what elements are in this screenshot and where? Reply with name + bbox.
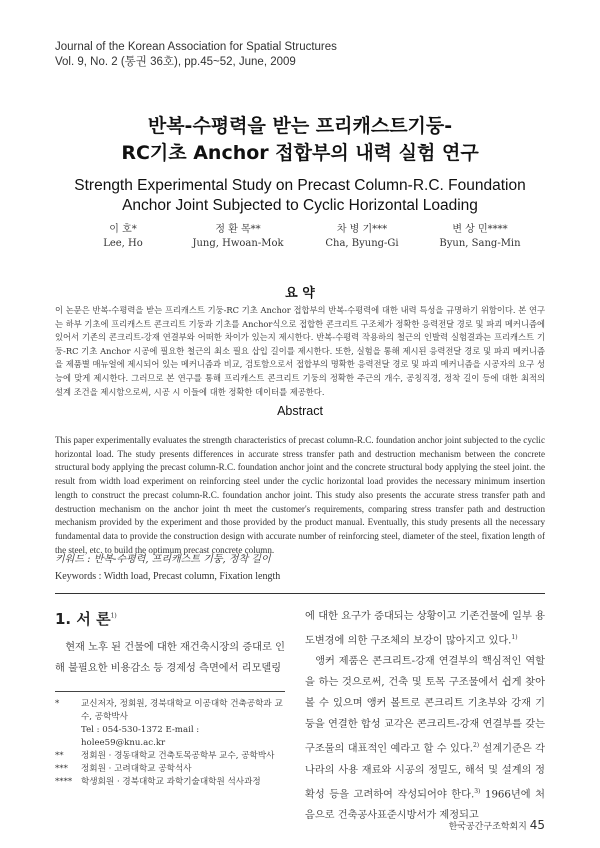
section-title: 1. 서 론 [55,610,111,628]
author [405,223,555,251]
author-name-en: Lee, Ho [103,238,143,249]
footnote [55,750,285,763]
author-name-en: Cha, Byung-Gi [325,238,399,249]
author-name-en: Jung, Hwoan-Mok [192,238,284,249]
footnote-ref: 2) [472,742,480,750]
paragraph-text: 설계기준은 각 나라의 사용 재료와 시공의 정밀도, 해석 및 설계의 정확성 등을 고려하여 작성되어야 한다. [305,743,546,801]
footnote-mark [55,724,81,750]
journal-volume: Vol. 9, No. 2 (통권 36호), pp.45~52, June, 2009 [55,56,296,68]
author-name-en: Byun, Sang-Min [439,238,521,249]
right-column [305,606,545,826]
keywords-en [55,568,280,585]
footnote-text: 정회원 · 경동대학교 건축토목공학부 교수, 공학박사 [81,751,275,761]
paragraph-text: 에 대한 요구가 증대되는 상황이고 기존건물에 일부 용도변경에 의한 구조체의 보강이 많아지고 있다. [305,611,545,647]
footnote-list [55,698,285,789]
footnote [55,763,285,776]
footnote-rule [55,691,285,692]
abstract-en-heading: Abstract [277,404,323,418]
footnote-ref: 1) [110,612,117,620]
footnote-text: 학생회원 · 경북대학교 과학기술대학원 석사과정 [81,777,261,787]
abstract-ko-heading: 요 약 [285,286,315,301]
author-name-ko: 변 상 민**** [452,224,508,235]
journal-name: Journal of the Korean Association for Spatial Structures [55,41,337,53]
footnote-text: 정회원 · 고려대학교 공학석사 [81,764,192,774]
footer-journal: 한국공간구조학회지 [448,822,527,832]
left-column [55,608,285,789]
title-korean-line1: 반복-수평력을 받는 프리캐스트기둥- [147,115,453,137]
keywords [55,551,280,585]
footnote-ref: 1) [511,634,518,641]
page-number: 45 [529,818,545,832]
footnote-mark: * [55,699,60,709]
abstract-ko-text: 이 논문은 반복-수평력을 받는 프리캐스트 기둥-RC 기초 Anchor 접합부의 반복-수평력에 대한 내력 특성을 규명하기 위함이다. 본 연구는 하부 기초에 프리캐스트 콘크리트 기둥과 기초를 Anchor식으로 접합한 콘크리트 구조체가 정확한 응력전달 경로 및 파괴 메커니즘에 있어서 기존의 콘크리트-강재 연결부와 어떠한 차이가 있는지 제시한다. 반복-수평력 작용하의 철근의 인발력 실험결과는 프리캐스트 기둥-RC 기초 Anchor 시공에 필요한 철근의 최소 필요 삽입 길이를 제시한다. 또한, 실험을 통해 제시된 응력전달 경로 및 파괴 메커니즘을 제품별 매뉴얼에 제시되어 있는 메커니즘과 비교, 검토함으로서 접합부의 명확한 응력전달 경로 및 파괴 메커니즘을 시공자의 요구 성능에 맞게 제시한다. 그러므로 본 연구를 통해 프리캐스트 콘크리트 기둥의 정확한 주근의 개수, 공칭직경, 정착 길이 등에 대한 최적의 설계 조건을 제시함으로써, 시공 시 이들에 대한 정확한 데이터를 제공한다. [55,305,545,397]
footnote [55,698,285,724]
title-english [0,176,600,216]
section-body [305,606,545,651]
keywords-en-values: : Width load, Precast column, Fixation length [96,571,281,582]
title-english-line2: Anchor Joint Subjected to Cyclic Horizontal Loading [122,197,478,214]
title-korean [0,113,600,167]
title-korean-line2: RC기초 Anchor 접합부의 내력 실험 연구 [121,142,479,164]
footnote-ref: 3) [474,787,481,795]
section-heading [55,608,285,629]
author-name-ko: 정 환 목** [215,224,261,235]
title-english-line1: Strength Experimental Study on Precast Column-R.C. Foundation [74,177,526,194]
footnote-mark: ** [55,751,64,761]
page-footer [449,818,545,832]
journal-header [55,40,337,70]
author-name-ko: 차 병 기*** [336,224,388,235]
footnote-mark: *** [55,764,68,774]
author-name-ko: 이 호* [109,224,137,235]
paragraph-text: 앵커 제품은 콘크리트-강재 연결부의 핵심적인 역할을 하는 것으로써, 건축 및 토목 구조물에서 쉽게 찾아볼 수 있으며 앵커 볼트로 콘크리트 기초부와 강재 기둥을 연결한 합성 교각은 콘크리트-강재 연결부를 갖는 구조물의 대표적인 예라고 할 수 있다. [305,656,545,755]
keywords-ko: 키워드 : 반복-수평력, 프리캐스트 기둥, 정착 길이 [55,554,271,565]
footnote [55,724,285,750]
paragraph-text: 1966년에 처음으로 건축공사표준시방서가 제정되고 [305,789,545,822]
section-body [305,651,545,826]
section-body: 현재 노후 된 건물에 대한 재건축시장의 증대로 인해 불필요한 비용감소 등 경제성 측면에서 리모델링 [55,642,285,674]
footnote-text: Tel : 054-530-1372 E-mail : holee59@knu.ac.kr [81,725,200,748]
footnote [55,776,285,789]
keywords-en-label: Keywords [55,571,97,582]
abstract-en-text: This paper experimentally evaluates the strength characteristics of precast column-R.C. foundation anchor joint subjected to the cyclic horizontal load. The study presents differences in accurate stress transfer path and destruction mechanism between the concrete structural body applying the precast column-R.C. foundation anchor joint and the concrete structural body applying the steel joint. the result from width load experiment on reinforcing steel under the cyclic horizontal load provides the necessary minimum insertion length to construct the precast column-R.C. foundation anchor joint. This study also presents the accurate stress transfer path and destruction mechanism on the anchor joint th meet the customer's requirements, comparing stress transfer path and destruction mechanism provided by the experiment and those provided by the product manual. Eventually, this study presents all the necessary fundamental data to provide the construction design with accurate number of reinforcing steel, diameter of the steel, fixation length of the steel, etc. to build the optimum precast concrete column. [55,435,545,555]
footnote-mark: **** [55,777,73,787]
divider [55,593,545,594]
footnote-text: 교신저자, 정회원, 경북대학교 이공대학 건축공학과 교수, 공학박사 [81,699,283,722]
